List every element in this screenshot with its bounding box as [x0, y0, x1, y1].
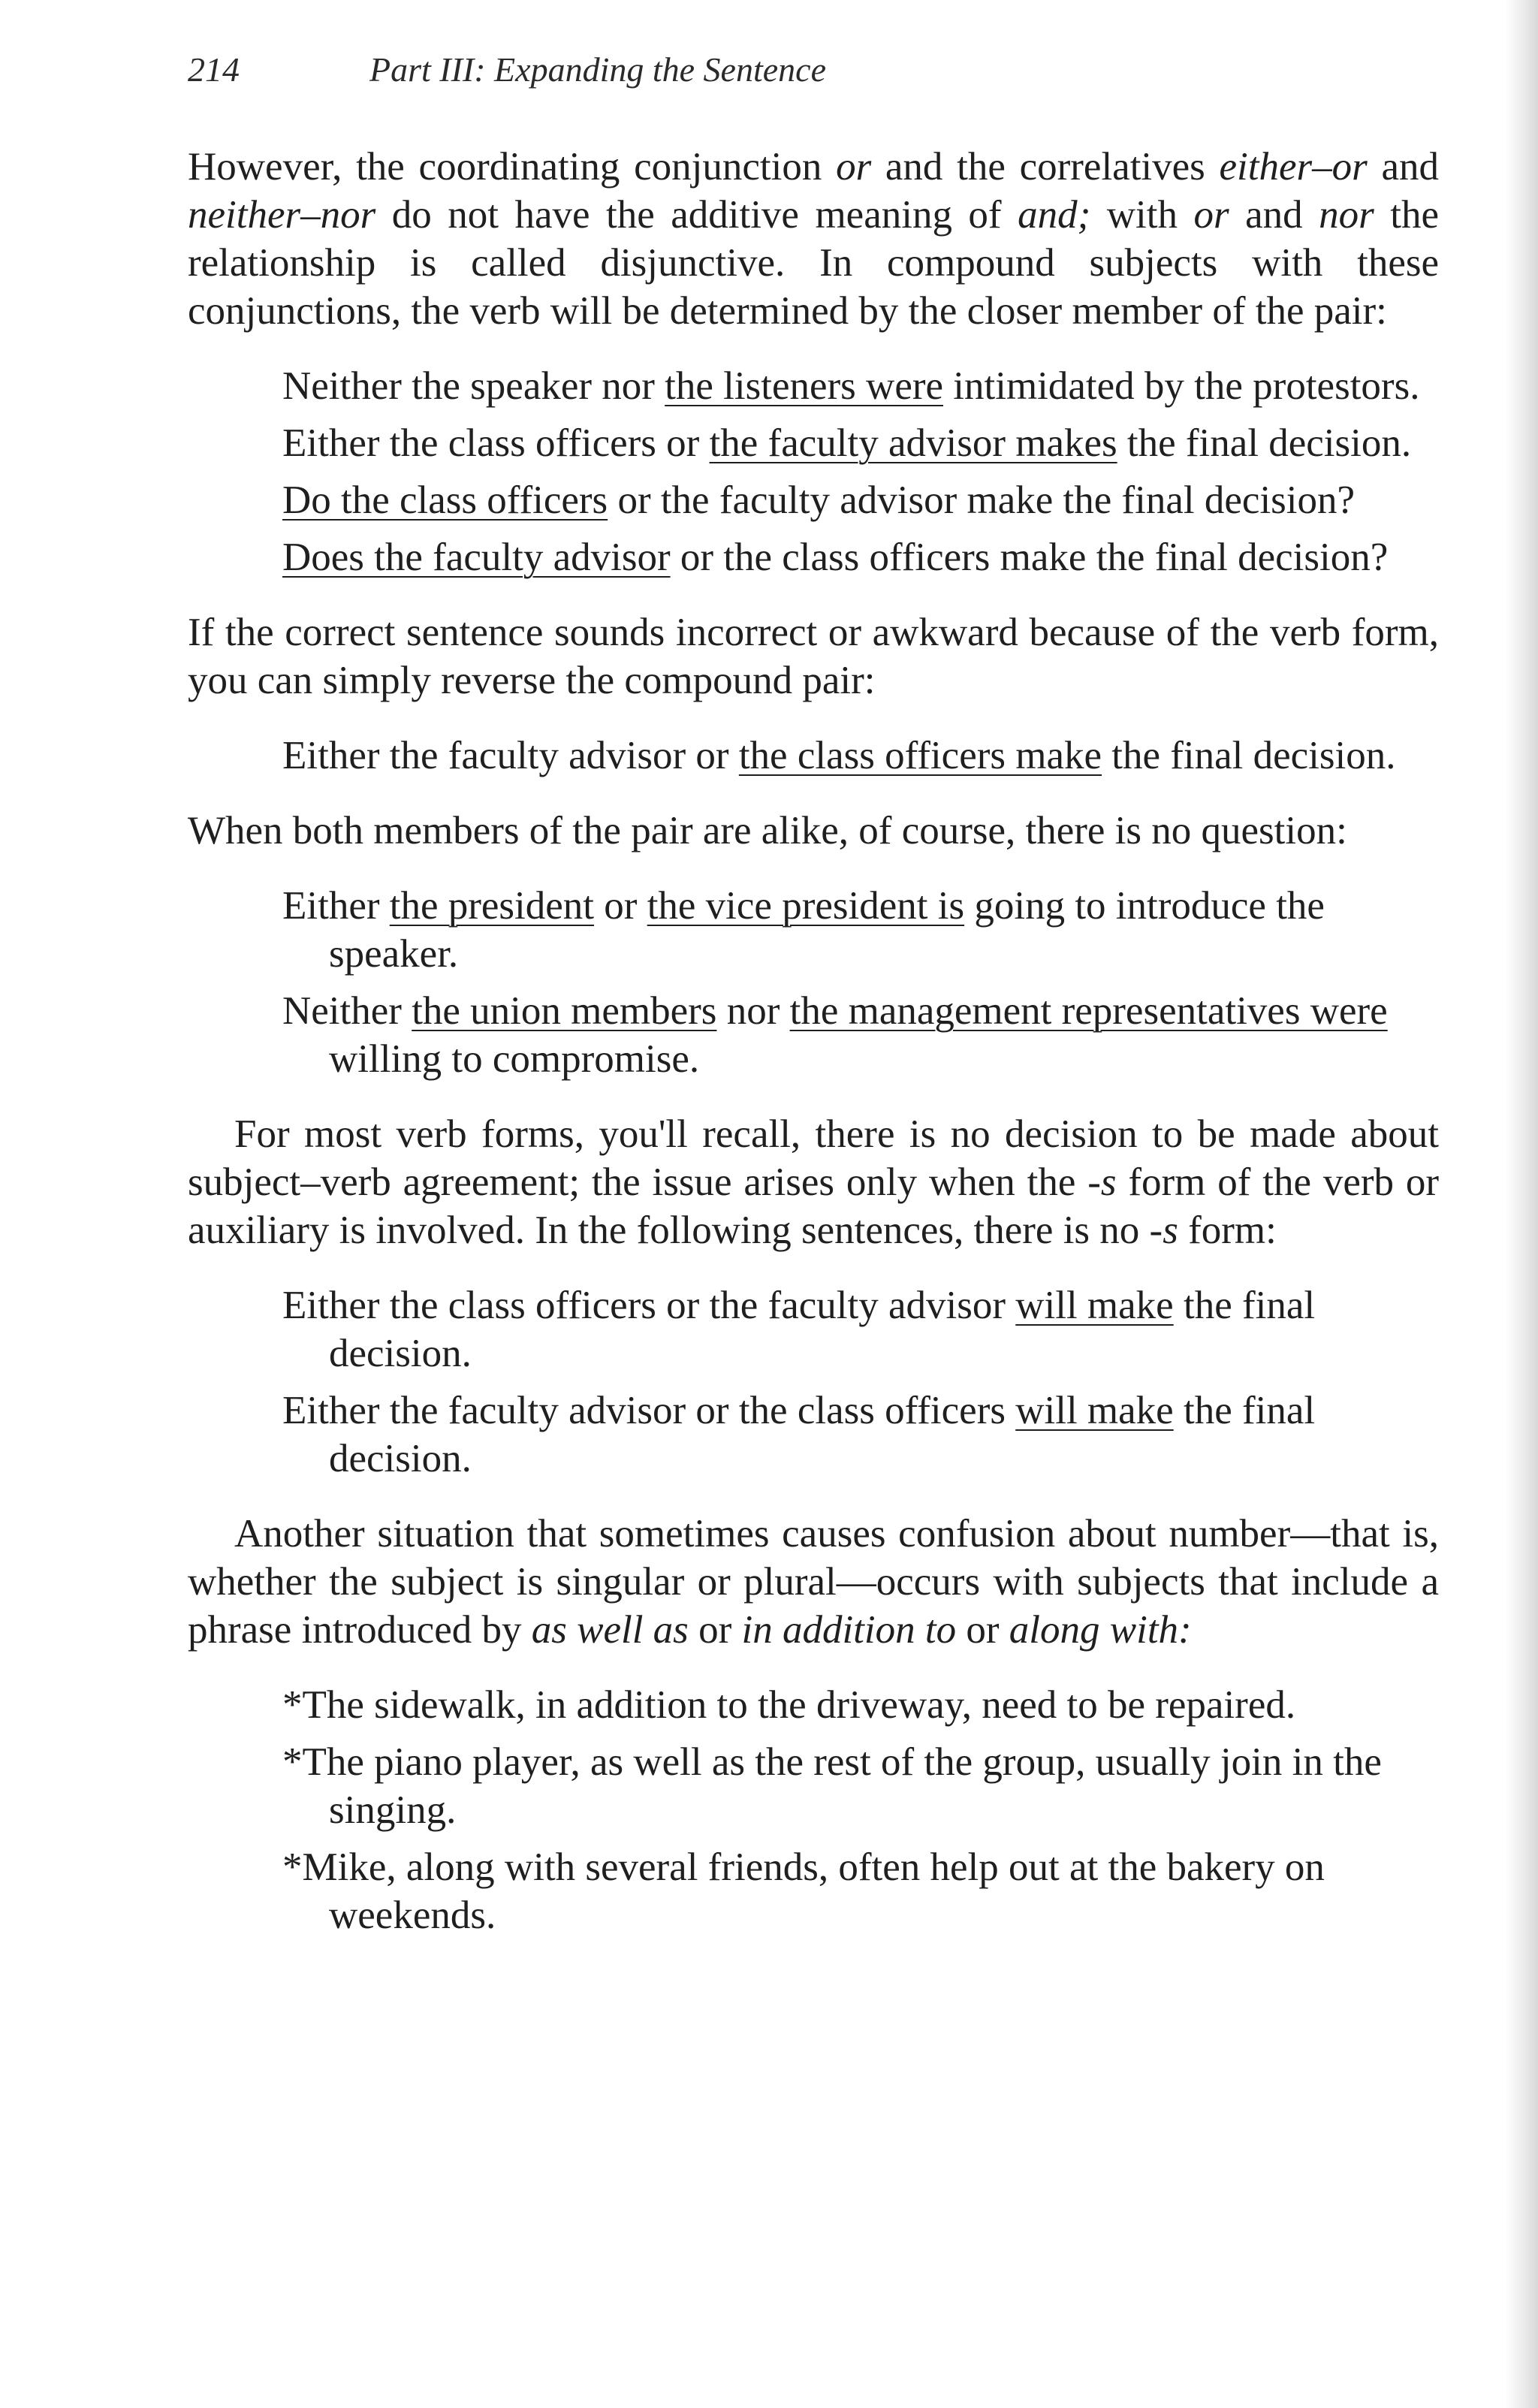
example-sentence — [282, 533, 1439, 581]
example-sentence — [282, 732, 1439, 780]
italic-term: and; — [1018, 193, 1091, 237]
italic-term: as well as — [531, 1608, 689, 1652]
text-run: intimidated by the protestors. — [943, 364, 1420, 408]
italic-term: either–or — [1219, 145, 1368, 189]
paragraph-number-confusion — [188, 1510, 1439, 1654]
example-sentence — [282, 1281, 1439, 1378]
running-title: Part III: Expanding the Sentence — [369, 50, 826, 89]
example-sentence — [282, 419, 1439, 467]
text-run: or — [956, 1608, 1009, 1652]
italic-term: along with: — [1009, 1608, 1192, 1652]
text-run: or the class officers make the final decision? — [670, 536, 1389, 579]
underlined-verb: will make — [1015, 1389, 1174, 1432]
example-sentence-ungrammatical: *The sidewalk, in addition to the driveway, need to be repaired. — [282, 1683, 1296, 1727]
underlined-verb: will make — [1015, 1284, 1174, 1327]
text-run: Another situation that sometimes causes confusion about number—that is, whether the subject is singular or plural—occurs with subjects that include a phrase introduced by — [188, 1512, 1439, 1652]
italic-term: or — [836, 145, 872, 189]
text-run: and the correlatives — [871, 145, 1220, 189]
italic-term: neither–nor — [188, 193, 376, 237]
text-run: willing to compromise. — [329, 1037, 700, 1081]
text-run: or the faculty advisor make the final decision? — [608, 478, 1356, 522]
italic-term: -s — [1149, 1209, 1178, 1252]
text-run: and — [1367, 145, 1439, 189]
example-sentence — [282, 1387, 1439, 1483]
text-run: Either the class officers or — [282, 421, 710, 465]
underlined-subject-verb: Does the faculty advisor — [282, 536, 671, 579]
page-number: 214 — [188, 50, 240, 89]
example-sentence — [282, 882, 1439, 978]
paragraph-s-form — [188, 1110, 1439, 1254]
underlined-subject-verb: the listeners were — [665, 364, 944, 408]
text-run: form of the verb or auxiliary is involved. In the following sentences, there is no — [188, 1160, 1439, 1252]
example-sentence — [282, 362, 1439, 410]
text-run: Neither — [282, 989, 412, 1033]
text-run: the final decision. — [329, 1389, 1316, 1480]
text-run: going to introduce the speaker. — [329, 884, 1325, 976]
italic-term: in addition to — [741, 1608, 957, 1652]
text-run: Either the class officers or the faculty advisor — [282, 1284, 1016, 1327]
underlined-subject-verb: the class officers make — [738, 734, 1102, 777]
example-sentence — [282, 987, 1439, 1083]
text-run: However, the coordinating conjunction — [188, 145, 837, 189]
text-run: and — [1229, 193, 1319, 237]
text-run: the final decision. — [1102, 734, 1396, 777]
text-run: with — [1090, 193, 1194, 237]
italic-term: nor — [1319, 193, 1374, 237]
underlined-subject-verb: the management representatives were — [789, 989, 1388, 1033]
example-sentence — [282, 476, 1439, 524]
text-run: Either the faculty advisor or the class officers — [282, 1389, 1016, 1432]
paragraph-disjunctive — [188, 143, 1439, 335]
underlined-subject-verb: Do the class officers — [282, 478, 608, 522]
underlined-subject: the president — [389, 884, 595, 928]
text-run: or — [594, 884, 647, 928]
page-body — [188, 143, 1439, 1939]
text-run: the final decision. — [329, 1284, 1316, 1375]
text-run: do not have the additive meaning of — [375, 193, 1018, 237]
underlined-subject-verb: the vice president is — [647, 884, 965, 928]
text-run: For most verb forms, you'll recall, there is no decision to be made about subject–verb agreement; the issue arises only when the — [188, 1112, 1439, 1204]
paragraph-alike-members: When both members of the pair are alike, of course, there is no question: — [188, 809, 1347, 852]
running-head — [188, 50, 826, 89]
text-run: the relationship is called disjunctive. In compound subjects with these conjunctions, the verb will be determined by the closer member of the pair: — [188, 193, 1439, 333]
italic-term: -s — [1087, 1160, 1117, 1204]
text-run: Either the faculty advisor or — [282, 734, 739, 777]
text-run: the final decision. — [1117, 421, 1412, 465]
example-sentence-ungrammatical: *Mike, along with several friends, often help out at the bakery on weekends. — [282, 1845, 1325, 1937]
page-edge-shadow — [1505, 0, 1538, 2408]
example-sentence-ungrammatical: *The piano player, as well as the rest of the group, usually join in the singing. — [282, 1740, 1382, 1832]
text-run: Either — [282, 884, 390, 928]
underlined-subject: the union members — [412, 989, 717, 1033]
text-run: form: — [1178, 1209, 1277, 1252]
italic-term: or — [1193, 193, 1229, 237]
paragraph-reverse-pair: If the correct sentence sounds incorrect or awkward because of the verb form, you can simply reverse the compound pair: — [188, 611, 1439, 702]
underlined-subject-verb: the faculty advisor makes — [709, 421, 1117, 465]
text-run: Neither the speaker nor — [282, 364, 665, 408]
text-run: nor — [716, 989, 790, 1033]
text-run: or — [688, 1608, 742, 1652]
